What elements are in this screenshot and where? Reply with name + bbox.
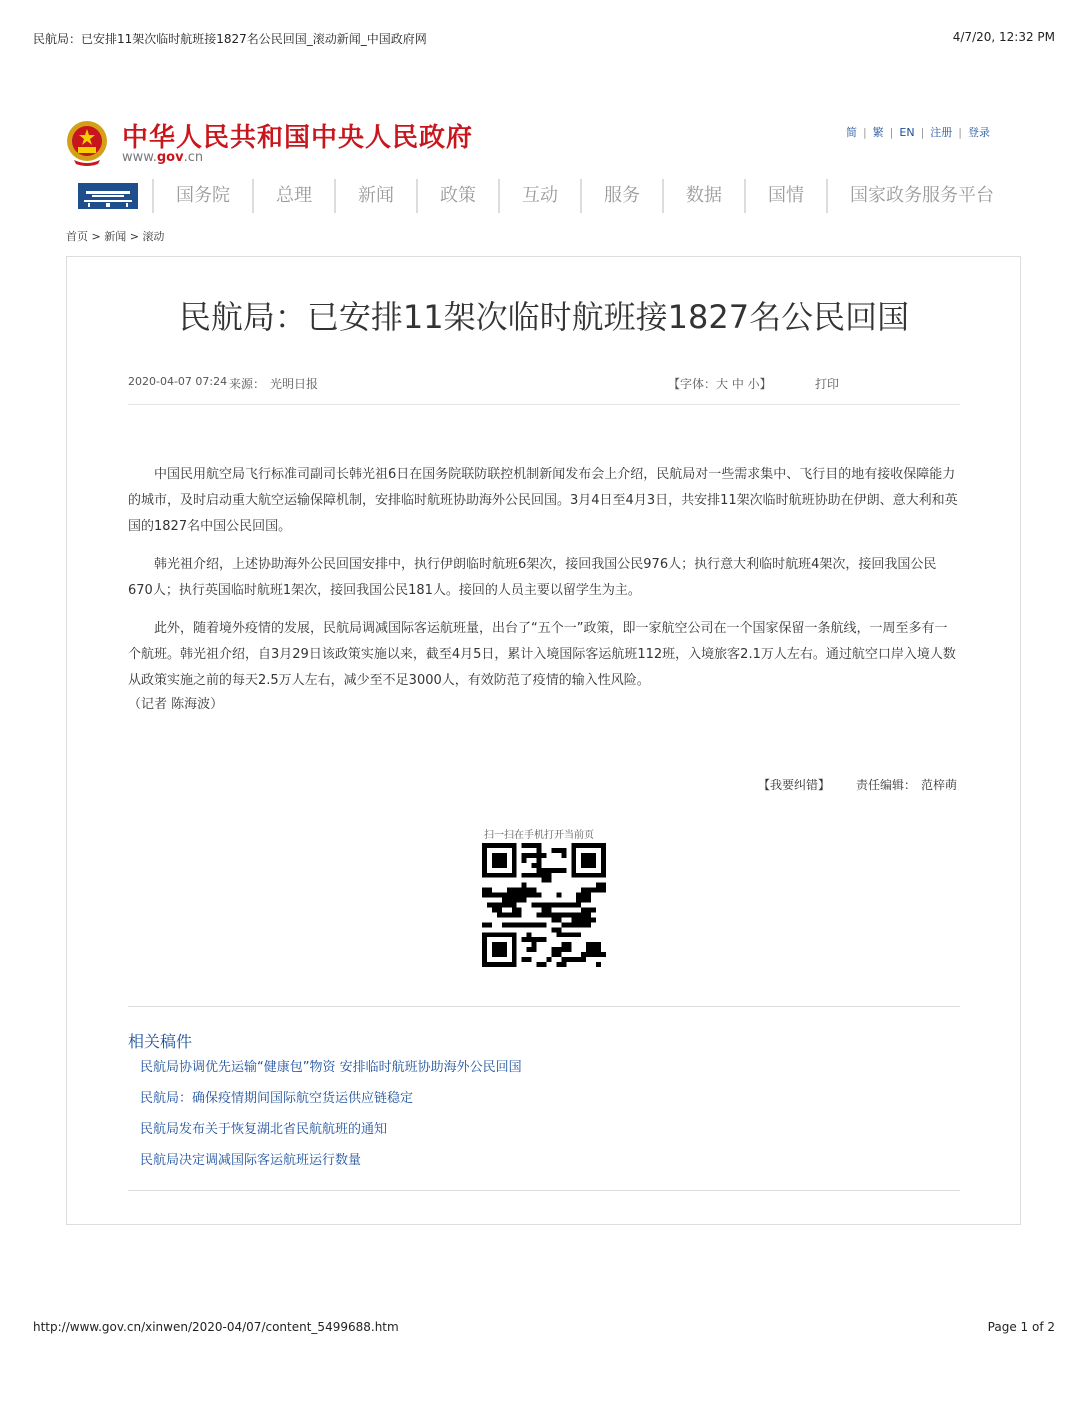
related-article-link[interactable]: 民航局协调优先运输“健康包”物资 安排临时航班协助海外公民回国 <box>140 1060 522 1075</box>
top-link-register[interactable]: 注册 <box>930 126 953 139</box>
nav-item-state-council[interactable]: 国务院 <box>152 179 252 213</box>
nav-item-services[interactable]: 服务 <box>580 179 662 213</box>
divider <box>128 1190 960 1191</box>
qr-caption: 扫一扫在手机打开当前页 <box>484 830 594 841</box>
related-article-link[interactable]: 民航局：确保疫情期间国际航空货运供应链稳定 <box>140 1091 414 1106</box>
separator: | <box>889 125 894 139</box>
home-building-icon[interactable] <box>78 183 138 209</box>
domain-prefix: www. <box>122 150 157 165</box>
top-link-traditional[interactable]: 繁 <box>872 126 884 139</box>
related-articles-list <box>140 1058 522 1182</box>
article-paragraph: 韩光祖介绍，上述协助海外公民回国安排中，执行伊朗临时航班6架次，接回我国公民976人；执行意大利临时航班4架次，接回我国公民670人；执行英国临时航班1架次，接回我国公民181人。接回的人员主要以留学生为主。 <box>128 557 937 598</box>
site-domain[interactable] <box>122 150 203 165</box>
print-url: http://www.gov.cn/xinwen/2020-04/07/content_5499688.htm <box>33 1320 399 1334</box>
source-label: 来源： <box>229 377 266 391</box>
national-emblem-icon <box>66 120 108 166</box>
domain-suffix: .cn <box>183 150 204 165</box>
nav-item-interaction[interactable]: 互动 <box>498 179 580 213</box>
print-header-title: 民航局：已安排11架次临时航班接1827名公民回国_滚动新闻_中国政府网 <box>33 32 427 46</box>
top-link-english[interactable]: EN <box>899 125 915 139</box>
nav-item-service-platform[interactable]: 国家政务服务平台 <box>826 179 1016 213</box>
editor-name: 范梓萌 <box>921 778 958 792</box>
related-article-link[interactable]: 民航局发布关于恢复湖北省民航航班的通知 <box>140 1122 388 1137</box>
breadcrumb-home[interactable]: 首页 <box>66 230 88 243</box>
top-link-simplified[interactable]: 简 <box>845 126 857 139</box>
reporter-credit: （记者 陈海波） <box>128 697 224 712</box>
separator: | <box>862 125 867 139</box>
domain-gov: gov <box>156 150 184 165</box>
article-paragraph: 中国民用航空局飞行标准司副司长韩光祖6日在国务院联防联控机制新闻发布会上介绍，民航局对一些需求集中、飞行目的地有接收保障能力的城市，及时启动重大航空运输保障机制，安排临时航班协助海外公民回国。3月4日至4月3日，共安排11架次临时航班协助在伊朗、意大利和英国的1827名中国公民回国。 <box>128 467 958 534</box>
print-page-number: Page 1 of 2 <box>987 1320 1055 1334</box>
top-links <box>840 124 996 140</box>
article-date: 2020-04-07 07:24 <box>128 375 228 388</box>
print-datetime: 4/7/20, 12:32 PM <box>952 30 1055 44</box>
print-button[interactable]: 打印 <box>815 377 840 391</box>
separator: | <box>958 125 962 139</box>
divider <box>128 1006 960 1007</box>
breadcrumb-rolling[interactable]: 滚动 <box>142 230 165 243</box>
report-error-link[interactable]: 【我要纠错】 <box>758 778 831 792</box>
nav-item-data[interactable]: 数据 <box>662 179 744 213</box>
divider <box>128 404 960 405</box>
article-body <box>128 462 960 730</box>
nav-item-policy[interactable]: 政策 <box>416 179 498 213</box>
breadcrumb: 首页 > 新闻 > 滚动 <box>66 230 165 243</box>
site-title[interactable]: 中华人民共和国中央人民政府 <box>122 123 474 153</box>
separator: | <box>920 125 925 139</box>
article-paragraph: 此外，随着境外疫情的发展，民航局调减国际客运航班量，出台了“五个一”政策，即一家航空公司在一个国家保留一条航线，一周至多有一个航班。韩光祖介绍，自3月29日该政策实施以来，截至4月5日，累计入境国际客运航班112班，入境旅客2.1万人左右。通过航空口岸入境人数从政策实施之前的每天2.5万人左右，减少至不足3000人，有效防范了疫情的输入性风险。 <box>128 621 956 688</box>
main-nav <box>66 176 1056 216</box>
qr-code-icon <box>482 843 606 967</box>
nav-item-news[interactable]: 新闻 <box>334 179 416 213</box>
related-articles-title: 相关稿件 <box>128 1032 193 1051</box>
article-title: 民航局：已安排11架次临时航班接1827名公民回国 <box>178 298 910 336</box>
top-link-login[interactable]: 登录 <box>968 126 990 139</box>
breadcrumb-news[interactable]: 新闻 <box>104 230 127 243</box>
nav-item-national-info[interactable]: 国情 <box>744 179 826 213</box>
editor-label: 责任编辑： <box>856 778 917 792</box>
article-source[interactable]: 光明日报 <box>270 377 319 391</box>
nav-item-premier[interactable]: 总理 <box>252 179 334 213</box>
font-size-control[interactable]: 【字体：大 中 小】 <box>668 377 772 391</box>
related-article-link[interactable]: 民航局决定调减国际客运航班运行数量 <box>140 1153 362 1168</box>
